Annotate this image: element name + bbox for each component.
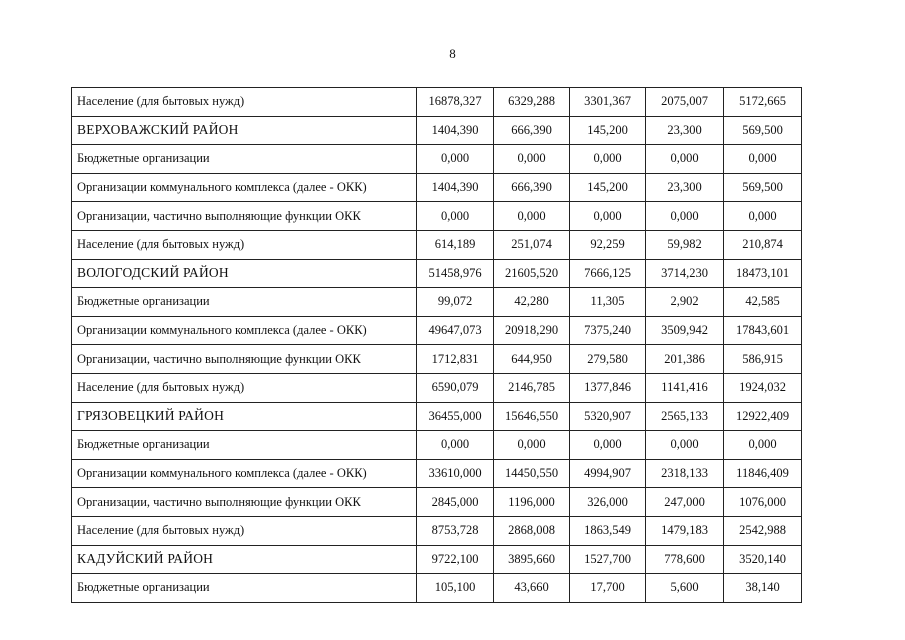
value-cell: 145,200 [570, 173, 646, 202]
value-cell: 2565,133 [646, 402, 724, 431]
value-cell: 0,000 [570, 145, 646, 174]
table-row [72, 288, 802, 317]
value-cell: 5,600 [646, 574, 724, 603]
district-row [72, 545, 802, 574]
value-cell: 11,305 [570, 288, 646, 317]
value-cell: 18473,101 [724, 259, 802, 288]
value-cell: 1924,032 [724, 373, 802, 402]
value-cell: 33610,000 [417, 459, 494, 488]
value-cell: 0,000 [646, 145, 724, 174]
value-cell: 36455,000 [417, 402, 494, 431]
value-cell: 15646,550 [494, 402, 570, 431]
value-cell: 105,100 [417, 574, 494, 603]
row-label: Бюджетные организации [72, 145, 417, 174]
value-cell: 1076,000 [724, 488, 802, 517]
value-cell: 778,600 [646, 545, 724, 574]
value-cell: 0,000 [417, 145, 494, 174]
value-cell: 614,189 [417, 230, 494, 259]
table-row [72, 574, 802, 603]
value-cell: 12922,409 [724, 402, 802, 431]
value-cell: 201,386 [646, 345, 724, 374]
value-cell: 38,140 [724, 574, 802, 603]
value-cell: 59,982 [646, 230, 724, 259]
district-label: КАДУЙСКИЙ РАЙОН [72, 545, 417, 574]
value-cell: 43,660 [494, 574, 570, 603]
table-body [72, 88, 802, 603]
value-cell: 2075,007 [646, 88, 724, 117]
value-cell: 8753,728 [417, 516, 494, 545]
value-cell: 586,915 [724, 345, 802, 374]
table-row [72, 316, 802, 345]
value-cell: 3509,942 [646, 316, 724, 345]
district-row [72, 259, 802, 288]
row-label: Население (для бытовых нужд) [72, 230, 417, 259]
value-cell: 14450,550 [494, 459, 570, 488]
value-cell: 251,074 [494, 230, 570, 259]
table-row [72, 173, 802, 202]
value-cell: 644,950 [494, 345, 570, 374]
value-cell: 3714,230 [646, 259, 724, 288]
value-cell: 0,000 [646, 431, 724, 460]
district-label: ГРЯЗОВЕЦКИЙ РАЙОН [72, 402, 417, 431]
value-cell: 666,390 [494, 173, 570, 202]
row-label: Организации коммунального комплекса (далее - ОКК) [72, 173, 417, 202]
value-cell: 4994,907 [570, 459, 646, 488]
value-cell: 6590,079 [417, 373, 494, 402]
value-cell: 0,000 [417, 431, 494, 460]
district-label: ВЕРХОВАЖСКИЙ РАЙОН [72, 116, 417, 145]
value-cell: 569,500 [724, 173, 802, 202]
district-label: ВОЛОГОДСКИЙ РАЙОН [72, 259, 417, 288]
row-label: Организации, частично выполняющие функции ОКК [72, 488, 417, 517]
value-cell: 99,072 [417, 288, 494, 317]
value-cell: 279,580 [570, 345, 646, 374]
table-row [72, 459, 802, 488]
value-cell: 7666,125 [570, 259, 646, 288]
district-row [72, 402, 802, 431]
value-cell: 0,000 [646, 202, 724, 231]
value-cell: 49647,073 [417, 316, 494, 345]
row-label: Бюджетные организации [72, 574, 417, 603]
value-cell: 0,000 [724, 431, 802, 460]
value-cell: 21605,520 [494, 259, 570, 288]
value-cell: 0,000 [494, 431, 570, 460]
table-row [72, 516, 802, 545]
value-cell: 0,000 [570, 431, 646, 460]
table-row [72, 230, 802, 259]
value-cell: 3895,660 [494, 545, 570, 574]
value-cell: 7375,240 [570, 316, 646, 345]
value-cell: 3520,140 [724, 545, 802, 574]
value-cell: 2,902 [646, 288, 724, 317]
value-cell: 2845,000 [417, 488, 494, 517]
row-label: Население (для бытовых нужд) [72, 373, 417, 402]
value-cell: 1196,000 [494, 488, 570, 517]
value-cell: 1863,549 [570, 516, 646, 545]
table-row [72, 431, 802, 460]
value-cell: 2868,008 [494, 516, 570, 545]
value-cell: 23,300 [646, 173, 724, 202]
value-cell: 2542,988 [724, 516, 802, 545]
value-cell: 1141,416 [646, 373, 724, 402]
value-cell: 9722,100 [417, 545, 494, 574]
row-label: Бюджетные организации [72, 288, 417, 317]
table-row [72, 488, 802, 517]
data-table [71, 87, 802, 603]
value-cell: 20918,290 [494, 316, 570, 345]
row-label: Население (для бытовых нужд) [72, 516, 417, 545]
table-row [72, 373, 802, 402]
value-cell: 247,000 [646, 488, 724, 517]
value-cell: 17843,601 [724, 316, 802, 345]
value-cell: 5320,907 [570, 402, 646, 431]
value-cell: 23,300 [646, 116, 724, 145]
value-cell: 92,259 [570, 230, 646, 259]
table-row [72, 145, 802, 174]
value-cell: 326,000 [570, 488, 646, 517]
value-cell: 2318,133 [646, 459, 724, 488]
value-cell: 17,700 [570, 574, 646, 603]
row-label: Организации, частично выполняющие функции ОКК [72, 202, 417, 231]
value-cell: 0,000 [724, 145, 802, 174]
row-label: Организации коммунального комплекса (далее - ОКК) [72, 316, 417, 345]
row-label: Бюджетные организации [72, 431, 417, 460]
value-cell: 2146,785 [494, 373, 570, 402]
table-row [72, 345, 802, 374]
value-cell: 145,200 [570, 116, 646, 145]
value-cell: 42,585 [724, 288, 802, 317]
value-cell: 666,390 [494, 116, 570, 145]
value-cell: 0,000 [494, 145, 570, 174]
value-cell: 0,000 [494, 202, 570, 231]
district-row [72, 116, 802, 145]
value-cell: 16878,327 [417, 88, 494, 117]
table-row [72, 88, 802, 117]
page-number: 8 [449, 46, 456, 61]
value-cell: 210,874 [724, 230, 802, 259]
value-cell: 0,000 [570, 202, 646, 231]
row-label: Население (для бытовых нужд) [72, 88, 417, 117]
value-cell: 1377,846 [570, 373, 646, 402]
row-label: Организации, частично выполняющие функции ОКК [72, 345, 417, 374]
value-cell: 11846,409 [724, 459, 802, 488]
row-label: Организации коммунального комплекса (далее - ОКК) [72, 459, 417, 488]
value-cell: 1712,831 [417, 345, 494, 374]
value-cell: 0,000 [417, 202, 494, 231]
value-cell: 0,000 [724, 202, 802, 231]
value-cell: 1479,183 [646, 516, 724, 545]
value-cell: 5172,665 [724, 88, 802, 117]
value-cell: 6329,288 [494, 88, 570, 117]
value-cell: 42,280 [494, 288, 570, 317]
value-cell: 1404,390 [417, 116, 494, 145]
value-cell: 569,500 [724, 116, 802, 145]
value-cell: 1404,390 [417, 173, 494, 202]
table-row [72, 202, 802, 231]
value-cell: 51458,976 [417, 259, 494, 288]
value-cell: 3301,367 [570, 88, 646, 117]
value-cell: 1527,700 [570, 545, 646, 574]
